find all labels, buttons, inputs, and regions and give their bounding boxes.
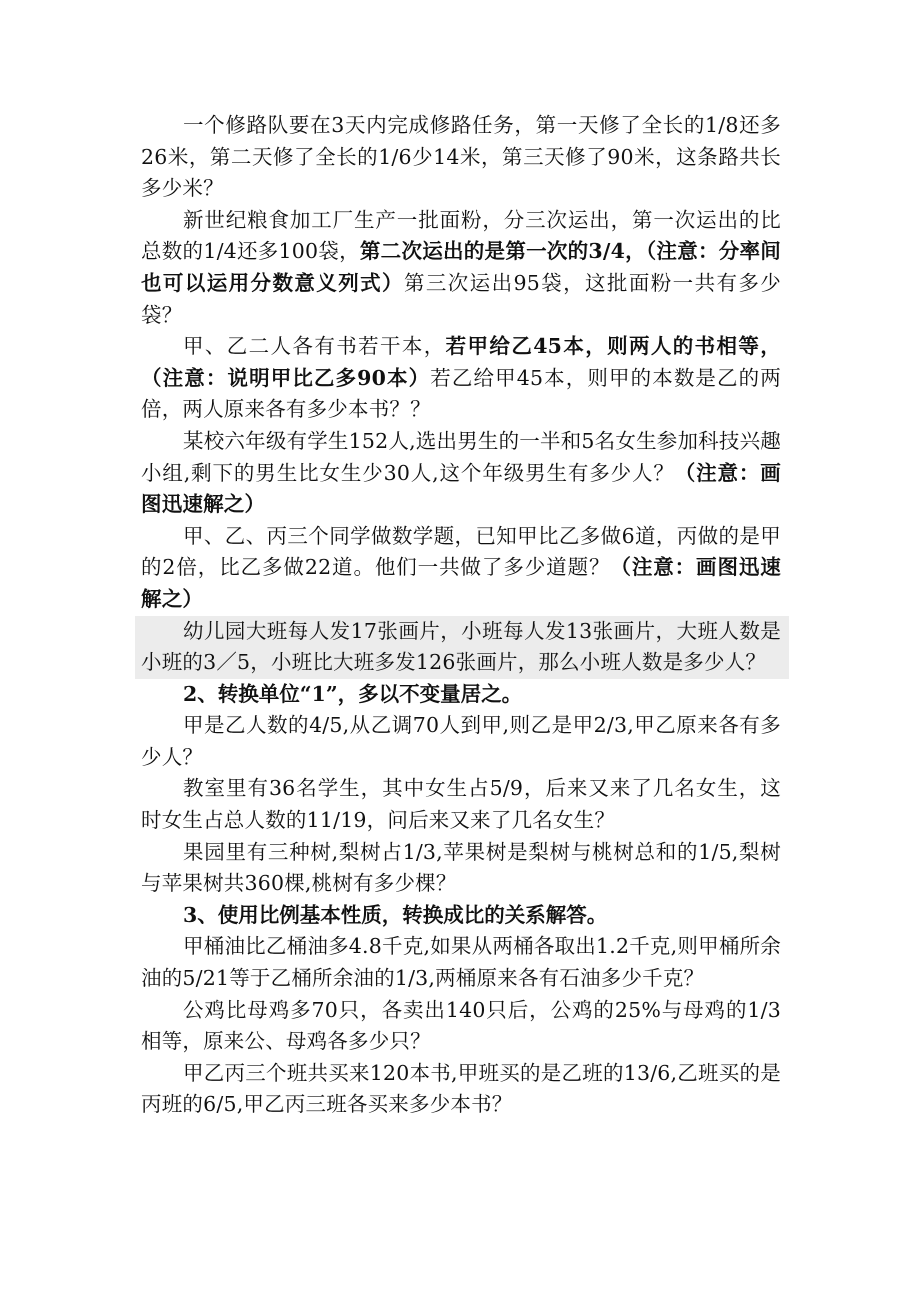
- problem-paragraph: [141, 426, 781, 521]
- problem-paragraph: 甲桶油比乙桶油多4.8千克,如果从两桶各取出1.2千克,则甲桶所余油的5/21等于乙桶所余油的1/3,两桶原来各有石油多少千克？: [141, 934, 781, 991]
- problem-text: 某校六年级有学生152人,选出男生的一半和5名女生参加科技兴趣小组,剩下的男生比女生少30人,这个年级男生有多少人？: [141, 428, 781, 485]
- problem-paragraph: [141, 205, 781, 331]
- problem-paragraph: 甲乙丙三个班共买来120本书,甲班买的是乙班的13/6,乙班买的是丙班的6/5,甲乙丙三班各买来多少本书？: [141, 1060, 781, 1117]
- document-page: [141, 110, 781, 1121]
- problem-note-bold: 若甲给乙45本，则两人的书相等，（注意：说明甲比乙多90本）: [141, 334, 781, 390]
- problem-note-bold: 第二次运出的是第一次的3/4，（注意：分率间也可以运用分数意义列式）: [141, 239, 781, 295]
- problem-text: 甲、乙二人各有书若干本，: [183, 334, 446, 359]
- problem-note-bold: （注意：画图迅速解之）: [141, 555, 781, 611]
- problem-note-bold: （注意：画图迅速解之）: [141, 460, 781, 517]
- problem-paragraph: [141, 521, 781, 616]
- problem-paragraph: 公鸡比母鸡多70只，各卖出140只后，公鸡的25%与母鸡的1/3相等，原来公、母鸡各多少只？: [141, 997, 781, 1054]
- highlighted-problem-paragraph: [135, 616, 789, 679]
- problem-paragraph: [141, 331, 781, 426]
- problem-paragraph: 果园里有三种树,梨树占1/3,苹果树是梨树与桃树总和的1/5,梨树与苹果树共360棵,桃树有多少棵？: [141, 839, 781, 896]
- problem-paragraph: 教室里有36名学生，其中女生占5/9，后来又来了几名女生，这时女生占总人数的11/19，问后来又来了几名女生？: [141, 776, 781, 833]
- problem-text: 甲、乙、丙三个同学做数学题，已知甲比乙多做6道，丙做的是甲的2倍，比乙多做22道。他们一共做了多少道题？: [141, 523, 781, 580]
- problem-text: 幼儿园大班每人发17张画片，小班每人发13张画片，大班人数是小班的3／5，小班比大班多发126张画片，那么小班人数是多少人？: [141, 618, 781, 675]
- problem-paragraph: [141, 110, 781, 205]
- problem-paragraph: 甲是乙人数的4/5,从乙调70人到甲,则乙是甲2/3,甲乙原来各有多少人？: [141, 713, 781, 769]
- problem-text: 新世纪粮食加工厂生产一批面粉，分三次运出，第一次运出的比总数的1/4还多100袋，: [141, 207, 781, 264]
- problem-text: 一个修路队要在3天内完成修路任务，第一天修了全长的1/8还多26米，第二天修了全长的1/6少14米，第三天修了90米，这条路共长多少米？: [141, 113, 781, 201]
- problem-text: 若乙给甲45本，则甲的本数是乙的两倍，两人原来各有多少本书？？: [141, 365, 781, 422]
- section-heading-3: 3、使用比例基本性质，转换成比的关系解答。: [183, 902, 608, 927]
- problem-text: 第三次运出95袋，这批面粉一共有多少袋？: [141, 270, 781, 327]
- section-heading-2: 2、转换单位“1”，多以不变量居之。: [183, 681, 523, 706]
